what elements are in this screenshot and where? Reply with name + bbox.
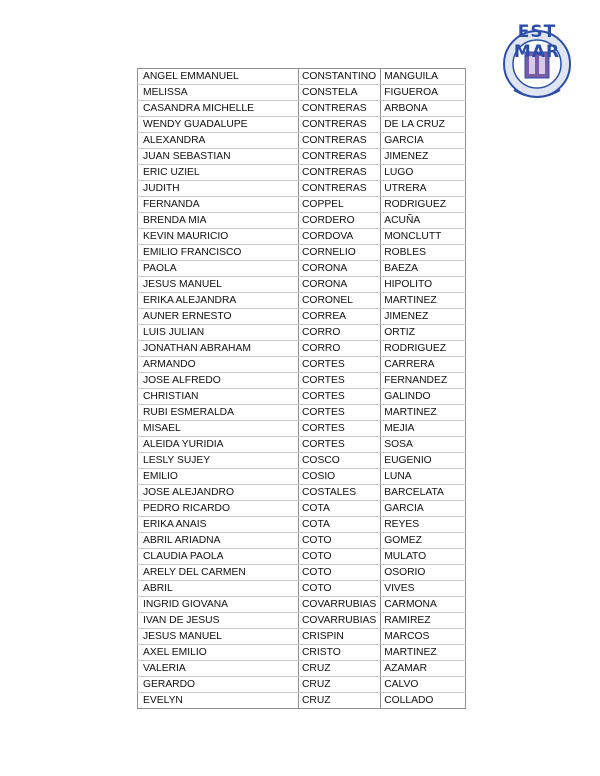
table-row [138,597,466,613]
maternal-surname-cell: FIGUEROA [381,85,466,101]
table-row [138,213,466,229]
maternal-surname-cell: RODRIGUEZ [381,197,466,213]
paternal-surname-cell: COTO [299,565,381,581]
maternal-surname-cell: ORTIZ [381,325,466,341]
paternal-surname-cell: COTO [299,581,381,597]
maternal-surname-cell: JIMENEZ [381,309,466,325]
table-row [138,517,466,533]
paternal-surname-cell: COSIO [299,469,381,485]
paternal-surname-cell: CORTES [299,357,381,373]
student-list-body [138,69,466,709]
paternal-surname-cell: CONTRERAS [299,149,381,165]
first-name-cell: EMILIO [138,469,299,485]
maternal-surname-cell: RODRIGUEZ [381,341,466,357]
maternal-surname-cell: REYES [381,517,466,533]
maternal-surname-cell: OSORIO [381,565,466,581]
maternal-surname-cell: COLLADO [381,693,466,709]
first-name-cell: ERIKA ANAIS [138,517,299,533]
maternal-surname-cell: MARTINEZ [381,645,466,661]
maternal-surname-cell: JIMENEZ [381,149,466,165]
paternal-surname-cell: CONSTANTINO [299,69,381,85]
paternal-surname-cell: CONTRERAS [299,165,381,181]
table-row [138,533,466,549]
paternal-surname-cell: CORTES [299,421,381,437]
maternal-surname-cell: MONCLUTT [381,229,466,245]
first-name-cell: JOSE ALFREDO [138,373,299,389]
maternal-surname-cell: MANGUILA [381,69,466,85]
table-row [138,469,466,485]
first-name-cell: LUIS JULIAN [138,325,299,341]
paternal-surname-cell: COTO [299,549,381,565]
first-name-cell: INGRID GIOVANA [138,597,299,613]
paternal-surname-cell: CONTRERAS [299,101,381,117]
table-row [138,357,466,373]
first-name-cell: BRENDA MIA [138,213,299,229]
table-row [138,293,466,309]
table-row [138,677,466,693]
first-name-cell: ALEIDA YURIDIA [138,437,299,453]
table-row [138,325,466,341]
first-name-cell: EVELYN [138,693,299,709]
table-row [138,85,466,101]
paternal-surname-cell: CORTES [299,405,381,421]
paternal-surname-cell: CORTES [299,389,381,405]
first-name-cell: LESLY SUJEY [138,453,299,469]
table-row [138,485,466,501]
paternal-surname-cell: CRISPIN [299,629,381,645]
logo-text: EST MAR [513,22,561,62]
table-row [138,661,466,677]
table-row [138,613,466,629]
first-name-cell: MISAEL [138,421,299,437]
maternal-surname-cell: CALVO [381,677,466,693]
paternal-surname-cell: CRUZ [299,677,381,693]
table-row [138,181,466,197]
paternal-surname-cell: CORONA [299,277,381,293]
first-name-cell: PAOLA [138,261,299,277]
first-name-cell: GERARDO [138,677,299,693]
first-name-cell: JESUS MANUEL [138,629,299,645]
maternal-surname-cell: ARBONA [381,101,466,117]
maternal-surname-cell: EUGENIO [381,453,466,469]
table-row [138,261,466,277]
school-logo [492,22,582,100]
maternal-surname-cell: HIPOLITO [381,277,466,293]
paternal-surname-cell: COVARRUBIAS [299,613,381,629]
maternal-surname-cell: LUGO [381,165,466,181]
paternal-surname-cell: CONTRERAS [299,181,381,197]
table-row [138,693,466,709]
first-name-cell: EMILIO FRANCISCO [138,245,299,261]
paternal-surname-cell: COTO [299,533,381,549]
first-name-cell: CHRISTIAN [138,389,299,405]
paternal-surname-cell: CORDERO [299,213,381,229]
first-name-cell: ERIC UZIEL [138,165,299,181]
paternal-surname-cell: COTA [299,517,381,533]
maternal-surname-cell: ACUÑA [381,213,466,229]
paternal-surname-cell: COSTALES [299,485,381,501]
first-name-cell: ALEXANDRA [138,133,299,149]
paternal-surname-cell: COPPEL [299,197,381,213]
table-row [138,341,466,357]
paternal-surname-cell: CONTRERAS [299,117,381,133]
table-row [138,149,466,165]
paternal-surname-cell: CORTES [299,373,381,389]
maternal-surname-cell: BAEZA [381,261,466,277]
first-name-cell: ANGEL EMMANUEL [138,69,299,85]
table-row [138,69,466,85]
paternal-surname-cell: CRUZ [299,661,381,677]
maternal-surname-cell: VIVES [381,581,466,597]
maternal-surname-cell: FERNANDEZ [381,373,466,389]
table-row [138,277,466,293]
table-row [138,229,466,245]
table-row [138,389,466,405]
first-name-cell: JOSE ALEJANDRO [138,485,299,501]
first-name-cell: PEDRO RICARDO [138,501,299,517]
paternal-surname-cell: CORRO [299,341,381,357]
first-name-cell: AXEL EMILIO [138,645,299,661]
maternal-surname-cell: CARRERA [381,357,466,373]
first-name-cell: ABRIL [138,581,299,597]
maternal-surname-cell: UTRERA [381,181,466,197]
paternal-surname-cell: CORNELIO [299,245,381,261]
first-name-cell: CASANDRA MICHELLE [138,101,299,117]
first-name-cell: JESUS MANUEL [138,277,299,293]
maternal-surname-cell: MULATO [381,549,466,565]
first-name-cell: AUNER ERNESTO [138,309,299,325]
paternal-surname-cell: CONTRERAS [299,133,381,149]
student-list-table [137,68,466,709]
maternal-surname-cell: GARCIA [381,501,466,517]
first-name-cell: JUDITH [138,181,299,197]
table-row [138,133,466,149]
first-name-cell: VALERIA [138,661,299,677]
paternal-surname-cell: COTA [299,501,381,517]
paternal-surname-cell: COVARRUBIAS [299,597,381,613]
maternal-surname-cell: SOSA [381,437,466,453]
paternal-surname-cell: CORRO [299,325,381,341]
maternal-surname-cell: CARMONA [381,597,466,613]
first-name-cell: JUAN SEBASTIAN [138,149,299,165]
paternal-surname-cell: CRISTO [299,645,381,661]
first-name-cell: ARMANDO [138,357,299,373]
paternal-surname-cell: CORONEL [299,293,381,309]
first-name-cell: IVAN DE JESUS [138,613,299,629]
maternal-surname-cell: MARTINEZ [381,405,466,421]
maternal-surname-cell: AZAMAR [381,661,466,677]
first-name-cell: CLAUDIA PAOLA [138,549,299,565]
table-row [138,549,466,565]
first-name-cell: MELISSA [138,85,299,101]
paternal-surname-cell: CRUZ [299,693,381,709]
first-name-cell: RUBI ESMERALDA [138,405,299,421]
maternal-surname-cell: MEJIA [381,421,466,437]
table-row [138,117,466,133]
table-row [138,437,466,453]
table-row [138,629,466,645]
first-name-cell: ERIKA ALEJANDRA [138,293,299,309]
maternal-surname-cell: GOMEZ [381,533,466,549]
maternal-surname-cell: MARCOS [381,629,466,645]
maternal-surname-cell: RAMIREZ [381,613,466,629]
first-name-cell: WENDY GUADALUPE [138,117,299,133]
table-row [138,101,466,117]
table-row [138,565,466,581]
paternal-surname-cell: COSCO [299,453,381,469]
first-name-cell: ABRIL ARIADNA [138,533,299,549]
maternal-surname-cell: BARCELATA [381,485,466,501]
maternal-surname-cell: ROBLES [381,245,466,261]
table-row [138,581,466,597]
maternal-surname-cell: GALINDO [381,389,466,405]
maternal-surname-cell: MARTINEZ [381,293,466,309]
table-row [138,501,466,517]
maternal-surname-cell: LUNA [381,469,466,485]
table-row [138,645,466,661]
table-row [138,405,466,421]
table-row [138,245,466,261]
table-row [138,309,466,325]
first-name-cell: KEVIN MAURICIO [138,229,299,245]
paternal-surname-cell: CORDOVA [299,229,381,245]
paternal-surname-cell: CONSTELA [299,85,381,101]
paternal-surname-cell: CORREA [299,309,381,325]
first-name-cell: JONATHAN ABRAHAM [138,341,299,357]
first-name-cell: FERNANDA [138,197,299,213]
maternal-surname-cell: GARCIA [381,133,466,149]
table-row [138,165,466,181]
paternal-surname-cell: CORTES [299,437,381,453]
paternal-surname-cell: CORONA [299,261,381,277]
first-name-cell: ARELY DEL CARMEN [138,565,299,581]
table-row [138,453,466,469]
maternal-surname-cell: DE LA CRUZ [381,117,466,133]
table-row [138,373,466,389]
table-row [138,197,466,213]
table-row [138,421,466,437]
